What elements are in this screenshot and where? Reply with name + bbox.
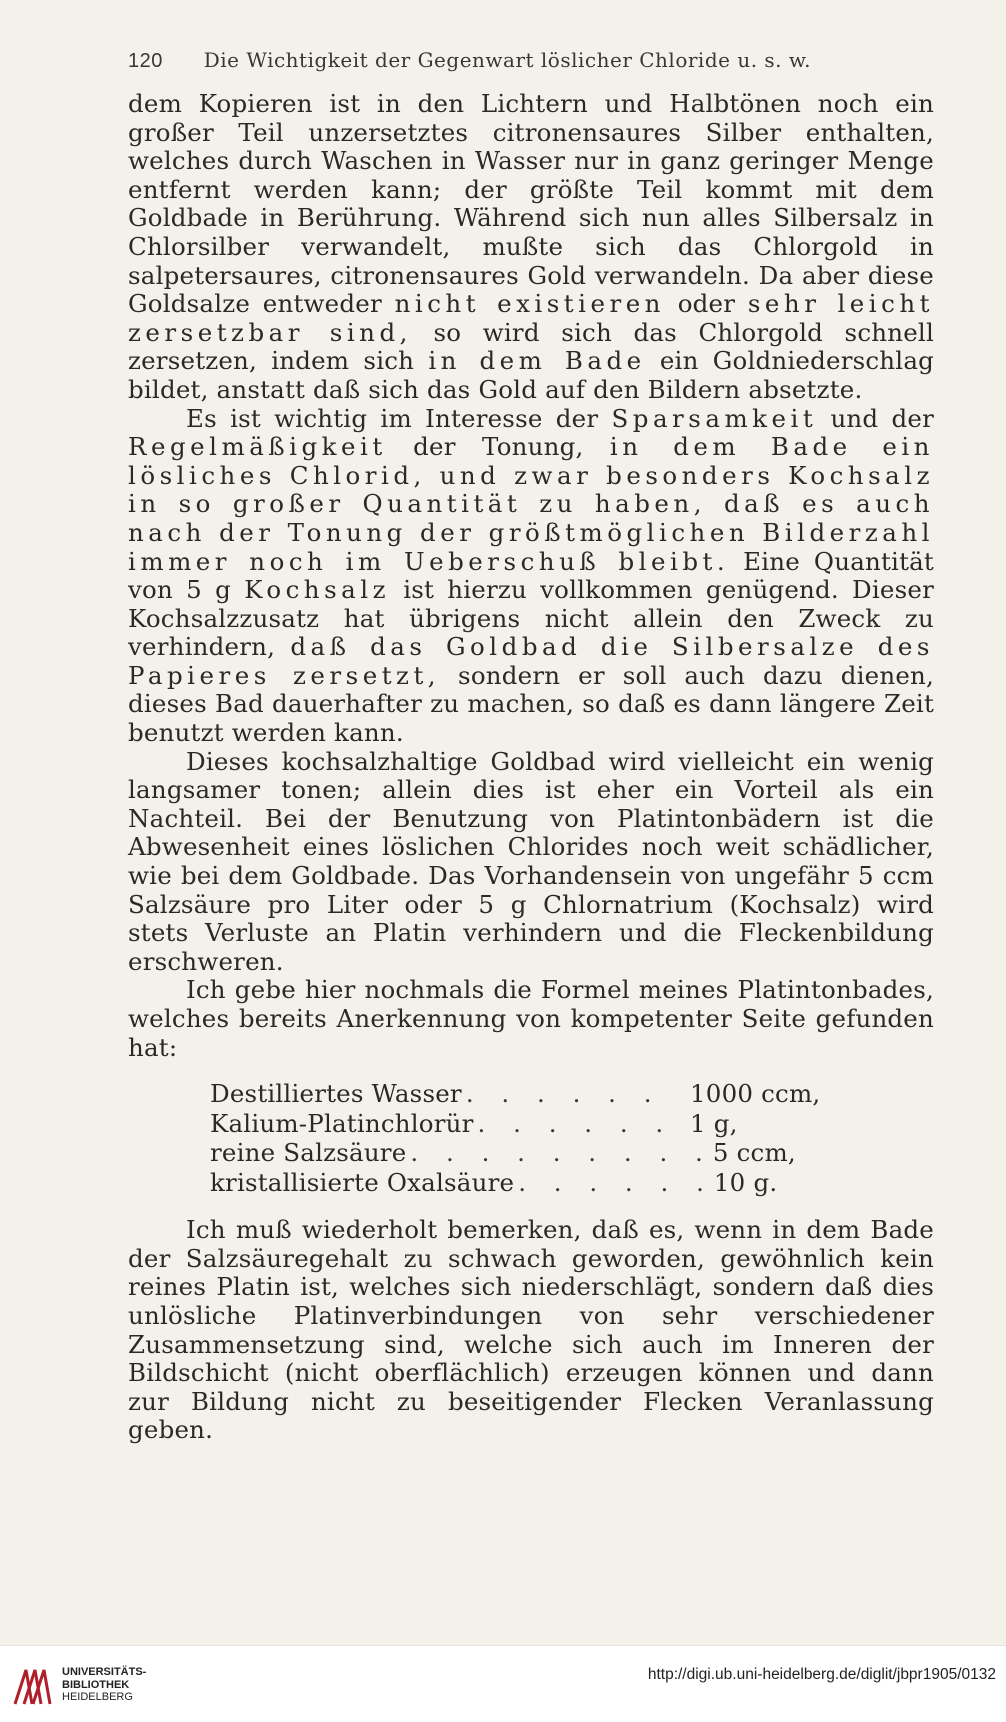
p1-text-mid1: oder — [677, 289, 736, 319]
paragraph-1 — [128, 90, 934, 405]
p2-text-f: sondern er soll auch dazu dienen, dieses Bad dauerhafter zu machen, so daß es dann längere Zeit benutzt werden kann. — [128, 660, 934, 748]
formula-amount: 1000 ccm, — [690, 1079, 821, 1109]
paragraph-3: Dieses kochsalzhaltige Goldbad wird vielleicht ein wenig langsamer tonen; allein dies ist eher ein Vorteil als ein Nachteil. Bei der Benutzung von Platintonbädern ist die Abwesenheit eines löslichen Chlorides noch weit schädlicher, wie bei dem Goldbade. Das Vorhandensein von ungefähr 5 ccm Salzsäure pro Liter oder 5 g Chlornatrium (Kochsalz) wird stets Verluste an Platin verhindern und die Fleckenbildung erschweren. — [128, 746, 934, 976]
p2-spaced-4: Kochsalz — [244, 575, 391, 605]
page-body — [128, 90, 934, 1445]
p2-text-a: Es ist wichtig im Interesse der — [186, 403, 599, 433]
formula-amount: 1 g, — [690, 1108, 738, 1138]
formula-amount: 5 ccm, — [712, 1138, 796, 1168]
formula-row — [210, 1169, 830, 1199]
p1-text-mid2: so wird sich das Chlorgold schnell zersetzen, indem sich — [128, 317, 934, 376]
paragraph-4: Ich gebe hier nochmals die Formel meines Platintonbades, welches bereits Anerkennung von kompetenter Seite gefunden hat: — [128, 975, 934, 1062]
formula-leader: . . . . . . — [518, 1167, 714, 1197]
p2-text-b: und der — [830, 403, 934, 433]
p2-text-d: Eine Quantität von 5 g — [128, 546, 934, 605]
library-name — [62, 1666, 146, 1704]
p1-text: dem Kopieren ist in den Lichtern und Halbtönen noch ein großer Teil unzersetztes citronensaures Silber enthalten, welches durch Waschen in Wasser nur in ganz geringer Menge entfernt werden kann; der größte Teil kommt mit dem Goldbade in Berührung. Während sich nun alles Silbersalz in Chlorsilber verwandelt, mußte sich das Chlorgold in salpetersaures, citronensaures Gold verwandeln. Da aber diese Goldsalze entweder — [128, 89, 934, 319]
formula-ingredient: kristallisierte Oxalsäure — [210, 1167, 515, 1197]
library-name-line3: HEIDELBERG — [62, 1691, 133, 1703]
p2-spaced-3: in dem Bade ein lösliches Chlorid, und zwar besonders Kochsalz in so großer Quantität zu haben, daß es auch nach der Tonung der größtmöglichen Bilderzahl immer noch im Ueberschuß bleibt. — [128, 432, 934, 576]
formula-row — [210, 1139, 830, 1169]
p2-spaced-1: Sparsamkeit — [611, 403, 818, 433]
formula-ingredient: Destilliertes Wasser — [210, 1079, 462, 1109]
p1-text-end: ein Goldniederschlag bildet, anstatt daß sich das Gold auf den Bildern absetzte. — [128, 346, 935, 404]
formula-row — [210, 1110, 830, 1140]
formula-list — [210, 1080, 830, 1198]
library-name-line2: BIBLIOTHEK — [62, 1678, 130, 1691]
p2-text-e: ist hierzu vollkommen genügend. Dieser Kochsalzzusatz hat übrigens nicht allein den Zweck zu verhindern, — [128, 575, 934, 662]
formula-leader: . . . . . . . . . — [410, 1138, 713, 1168]
formula-ingredient: reine Salzsäure — [210, 1138, 407, 1168]
p2-spaced-2: Regelmäßigkeit — [128, 432, 387, 462]
paragraph-5: Ich muß wiederholt bemerken, daß es, wenn in dem Bade der Salzsäuregehalt zu schwach geworden, gewöhnlich kein reines Platin ist, welches sich niederschlägt, sondern daß dies unlösliche Platinverbindungen von sehr verschiedener Zusammensetzung sind, welche sich auch im Inneren der Bildschicht (nicht oberflächlich) erzeugen können und dann zur Bildung nicht zu beseitigender Flecken Veranlassung geben. — [128, 1215, 934, 1445]
p2-text-c: der Tonung, — [413, 432, 584, 462]
formula-leader: . . . . . . — [477, 1108, 674, 1138]
library-name-line1: UNIVERSITÄTS- — [62, 1666, 147, 1678]
paragraph-2 — [128, 405, 934, 748]
permalink-url[interactable]: http://digi.ub.uni-heidelberg.de/diglit/jbpr1905/0132 — [647, 1666, 996, 1683]
p1-spaced-2: sehr leicht zersetzbar sind, — [128, 289, 934, 347]
page-header — [128, 48, 868, 73]
formula-row — [210, 1080, 830, 1110]
formula-leader: . . . . . . — [465, 1079, 662, 1109]
page-number: 120 — [128, 50, 163, 72]
library-logo-icon — [10, 1664, 56, 1710]
p2-spaced-5: daß das Goldbad die Silbersalze des Papieres zersetzt, — [128, 632, 934, 690]
p1-spaced-3: in dem Bade — [428, 346, 646, 376]
formula-ingredient: Kalium-Platinchlorür — [210, 1108, 474, 1138]
footer-bar — [0, 1645, 1006, 1722]
p1-spaced-1: nicht existieren — [394, 289, 665, 319]
formula-amount: 10 g. — [713, 1167, 778, 1197]
running-title: Die Wichtigkeit der Gegenwart löslicher Chloride u. s. w. — [203, 48, 811, 72]
